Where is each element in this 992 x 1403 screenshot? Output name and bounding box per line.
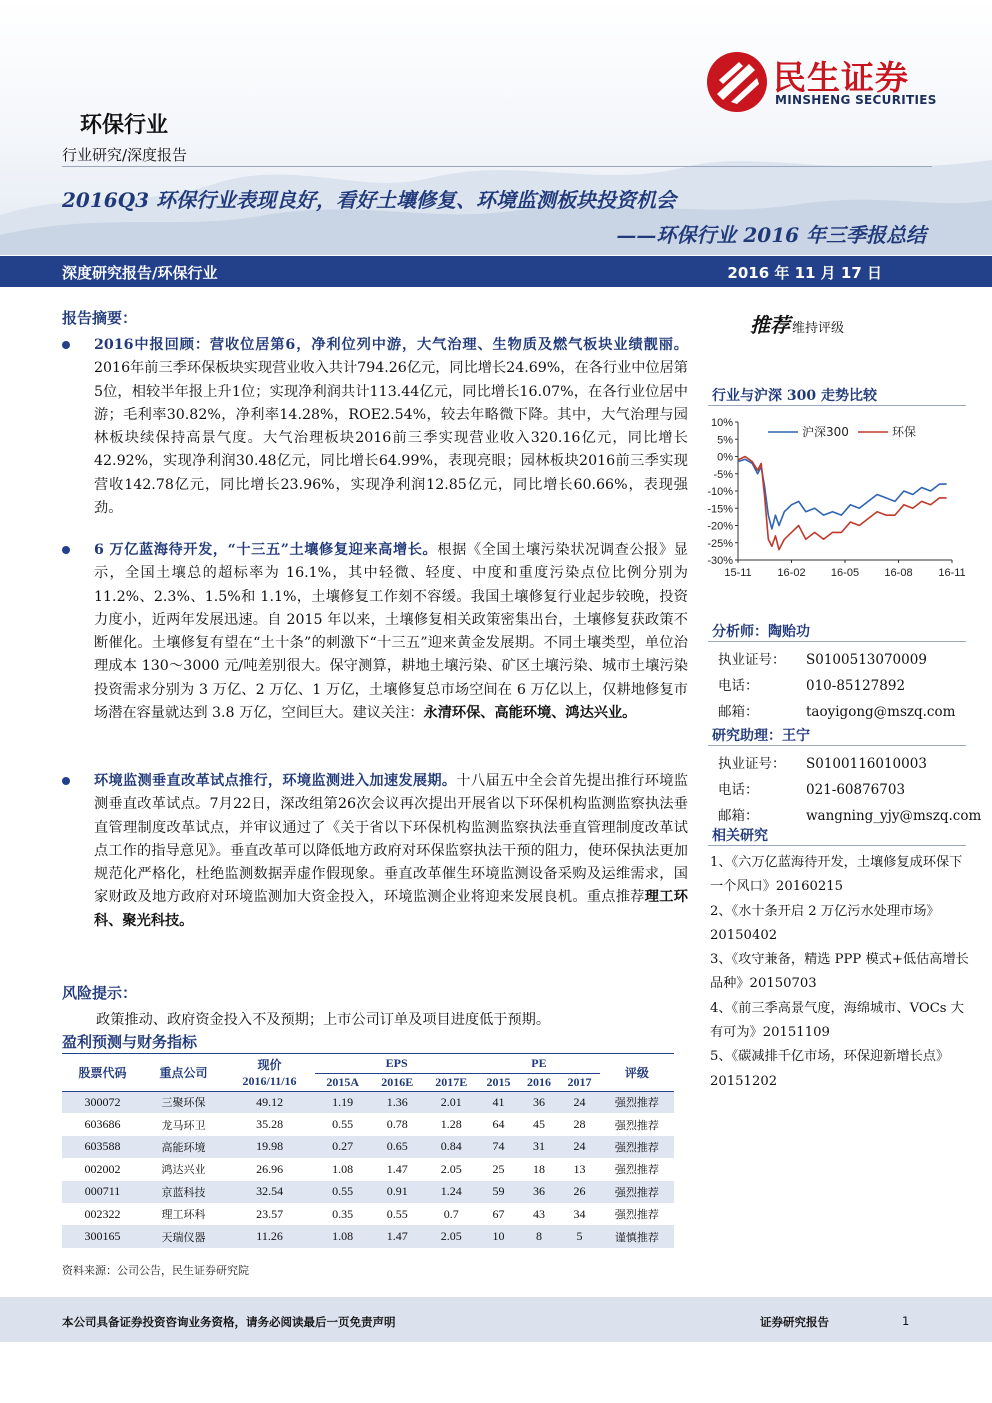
eps-cell: 0.65 (370, 1136, 424, 1158)
summary-bullet-2 (62, 539, 688, 725)
bullet-dot-icon (62, 777, 70, 785)
logo-text-cn: 民生证券 (773, 58, 909, 97)
y-tick-label: -5% (713, 468, 733, 481)
summary-bullet-3 (62, 770, 688, 933)
analyst-email-value[interactable]: taoyigong@mszq.com (806, 704, 956, 720)
eps-cell: 0.84 (424, 1136, 478, 1158)
eps-cell: 1.36 (370, 1091, 424, 1113)
industry-label: 环保行业 (80, 113, 169, 138)
eps-cell: 0.55 (315, 1181, 370, 1203)
analyst-email (718, 700, 955, 720)
x-tick-label: 15-11 (724, 567, 752, 579)
chart-heading: 行业与沪深 300 走势比较 (712, 388, 877, 404)
analyst-phone-label: 电话： (718, 678, 759, 694)
pe-cell: 26 (559, 1181, 599, 1203)
pe-cell: 36 (519, 1181, 559, 1203)
company-name-cell: 高能环境 (143, 1136, 224, 1158)
series-line-hs300 (738, 459, 947, 529)
y-tick-label: 0% (717, 451, 733, 464)
related-list (710, 851, 972, 1094)
analyst-heading: 分析师：陶贻功 (712, 624, 810, 640)
bullet-dot-icon (62, 546, 70, 554)
y-tick-label: -20% (707, 520, 733, 533)
table-top-line (62, 1053, 674, 1054)
trend-chart (706, 408, 968, 586)
pe-cell: 28 (573, 1117, 586, 1132)
y-tick-label: -15% (707, 503, 733, 516)
series-line-huanbao (738, 457, 947, 550)
assistant-line (708, 745, 966, 746)
eps-cell: 1.47 (370, 1225, 424, 1247)
related-item[interactable]: 4、《前三季高景气度，海绵城市、VOCs 大有可为》20151109 (710, 1000, 964, 1041)
summary-heading: 报告摘要： (62, 309, 138, 327)
pe-cell: 24 (559, 1136, 599, 1158)
pe-cell: 13 (573, 1161, 586, 1176)
header-price: 现价 (257, 1057, 282, 1072)
legend-label: 沪深300 (802, 425, 849, 439)
price-cell: 11.26 (224, 1225, 315, 1247)
pe-cell: 67 (492, 1206, 505, 1221)
company-name-cell: 三聚环保 (143, 1091, 224, 1113)
pe-cell: 45 (532, 1117, 545, 1132)
assistant-email (718, 804, 981, 824)
y-tick-label: -30% (707, 555, 733, 567)
header-pe: PE (478, 1055, 599, 1073)
report-type: 行业研究/深度报告 (62, 146, 188, 164)
x-tick-label: 16-08 (884, 567, 913, 579)
bullet-1-body: 2016年前三季环保板块实现营业收入共计794.26亿元，同比增长24.69%，在各行业中位居第5位，相较半年报上升1位；实现净利润共计113.44亿元，同比增长16.07%，在各行业位居中游；毛利率30.82%，净利率14.28%，ROE2.54%，较去年略微下降。其中，大气治理与园林板块续保持高景气度。大气治理板块2016前三季实现营业收入320.16亿元，同比增长42.92%，实现净利润30.48亿元，同比增长64.99%，表现亮眼；园林板块2016前三季实现营收142.78亿元，同比增长23.96%，实现净利润12.85亿元，同比增长60.66%，表现强劲。 (94, 360, 688, 517)
company-name-cell: 天瑞仪器 (143, 1225, 224, 1247)
eps-cell: 0.7 (443, 1206, 459, 1221)
category-label: 深度研究报告/环保行业 (62, 264, 218, 282)
analyst-phone-value: 010-85127892 (806, 678, 906, 694)
analyst-license-label: 执业证号： (718, 652, 786, 668)
legend-label: 环保 (892, 425, 917, 439)
pe-cell: 8 (519, 1225, 559, 1247)
eps-cell: 0.78 (386, 1117, 408, 1132)
related-item[interactable]: 2、《水十条开启 2 万亿污水处理市场》20150402 (710, 903, 940, 943)
assistant-email-value[interactable]: wangning_yjy@mszq.com (806, 808, 982, 824)
rating-block (750, 309, 844, 338)
table-row (62, 1203, 674, 1225)
related-item[interactable]: 1、《六万亿蓝海待开发，土壤修复成环保下一个风口》20160215 (710, 855, 963, 895)
page-number: 1 (902, 1314, 910, 1328)
y-tick-label: 10% (710, 417, 733, 429)
price-cell: 35.28 (256, 1117, 284, 1132)
table-row (62, 1136, 674, 1158)
footer-disclaimer: 本公司具备证券投资咨询业务资格，请务必阅读最后一页免责声明 (62, 1315, 396, 1329)
table-source: 资料来源：公司公告，民生证券研究院 (62, 1264, 249, 1277)
analyst-line (708, 641, 966, 642)
rating-cell: 强烈推荐 (614, 1208, 659, 1222)
assistant-phone-label: 电话： (718, 782, 759, 798)
company-name-cell: 鸿达兴业 (161, 1163, 206, 1177)
header-eps-year: 2015A (326, 1074, 360, 1089)
header-code: 股票代码 (78, 1066, 127, 1081)
table-row (62, 1181, 674, 1203)
assistant-heading: 研究助理：王宁 (712, 728, 810, 744)
table-title: 盈利预测与财务指标 (62, 1033, 198, 1051)
analyst-license-value: S0100513070009 (806, 652, 927, 668)
assistant-license-value: S0100116010003 (806, 756, 927, 772)
rating-cell: 强烈推荐 (614, 1118, 659, 1132)
analyst-license (718, 648, 927, 668)
brand-logo (705, 50, 945, 120)
related-item[interactable]: 5、《碳减排千亿市场，环保迎新增长点》20151202 (710, 1049, 950, 1089)
bullet-3-head: 环境监测垂直改革试点推行，环境监测进入加速发展期。 (94, 773, 457, 789)
eps-cell: 0.27 (315, 1136, 370, 1158)
stock-code-cell: 002002 (84, 1161, 121, 1176)
pe-cell: 10 (478, 1225, 518, 1247)
assistant-email-label: 邮箱： (718, 808, 759, 824)
bullet-2-text (94, 539, 688, 725)
rating-main: 推荐 (750, 313, 790, 337)
bullet-1-text (94, 334, 688, 520)
eps-cell: 0.91 (370, 1181, 424, 1203)
pe-cell: 59 (478, 1181, 518, 1203)
pe-cell: 25 (492, 1161, 505, 1176)
pe-cell: 31 (519, 1136, 559, 1158)
analyst-email-label: 邮箱： (718, 704, 759, 720)
chart-series (738, 457, 947, 550)
minsheng-logo-icon (705, 50, 769, 114)
related-line (708, 845, 966, 846)
bullet-2-head: 6 万亿蓝海待开发，“十三五”土壤修复迎来高增长。 (94, 542, 438, 558)
table-row (62, 1158, 674, 1180)
pe-cell: 74 (478, 1136, 518, 1158)
x-tick-label: 16-05 (830, 567, 860, 579)
category-band (0, 256, 992, 287)
pe-cell: 36 (519, 1091, 559, 1113)
assistant-license-label: 执业证号： (718, 756, 786, 772)
header-eps: EPS (315, 1055, 478, 1073)
table-row (62, 1113, 674, 1135)
stock-code-cell: 300165 (62, 1225, 143, 1247)
assistant-phone (718, 778, 905, 798)
bullet-3-text (94, 770, 688, 933)
pe-cell: 34 (573, 1206, 586, 1221)
stock-code-cell: 300072 (62, 1091, 143, 1113)
rating-cell: 谨慎推荐 (600, 1225, 674, 1247)
price-cell: 19.98 (224, 1136, 315, 1158)
header-price-date: 2016/11/16 (242, 1074, 297, 1089)
assistant-license (718, 752, 927, 772)
pe-cell: 24 (559, 1091, 599, 1113)
footer-report-label: 证券研究报告 (760, 1315, 829, 1329)
financial-table (62, 1055, 674, 1248)
bullet-dot-icon (62, 341, 70, 349)
chart-legend (768, 424, 916, 439)
pe-cell: 5 (559, 1225, 599, 1247)
eps-cell: 1.08 (332, 1161, 354, 1176)
stock-code-cell: 000711 (62, 1181, 143, 1203)
summary-bullet-1 (62, 334, 688, 520)
report-date: 2016 年 11 月 17 日 (727, 264, 882, 282)
rating-cell: 强烈推荐 (600, 1181, 674, 1203)
related-heading: 相关研究 (712, 828, 768, 844)
report-title: 2016Q3 环保行业表现良好，看好土壤修复、环境监测板块投资机会 (62, 188, 676, 212)
header-pe-year: 2015 (486, 1074, 511, 1089)
header-rating: 评级 (624, 1066, 649, 1081)
logo-text-en: MINSHENG SECURITIES (775, 93, 937, 107)
report-subtitle: ——环保行业 2016 年三季报总结 (616, 223, 926, 247)
related-item[interactable]: 3、《攻守兼备，精选 PPP 模式+低估高增长品种》20150703 (710, 952, 969, 992)
pe-cell: 18 (532, 1161, 545, 1176)
risk-heading: 风险提示： (62, 984, 138, 1002)
rating-cell: 强烈推荐 (614, 1163, 659, 1177)
price-cell: 32.54 (224, 1181, 315, 1203)
eps-cell: 0.35 (332, 1206, 354, 1221)
table-row (62, 1091, 674, 1113)
eps-cell: 1.19 (315, 1091, 370, 1113)
header-company: 重点公司 (159, 1066, 208, 1081)
price-cell: 26.96 (256, 1161, 284, 1176)
header-pe-year: 2017 (567, 1074, 592, 1089)
y-tick-label: 5% (717, 434, 733, 447)
eps-cell: 2.05 (440, 1161, 462, 1176)
y-tick-label: -25% (707, 537, 733, 550)
eps-cell: 2.05 (424, 1225, 478, 1247)
company-name-cell: 龙马环卫 (161, 1118, 206, 1132)
pe-cell: 41 (478, 1091, 518, 1113)
rating-cell: 强烈推荐 (600, 1091, 674, 1113)
eps-cell: 2.01 (424, 1091, 478, 1113)
eps-cell: 0.55 (332, 1117, 354, 1132)
stock-code-cell: 002322 (84, 1206, 121, 1221)
company-name-cell: 京蓝科技 (143, 1181, 224, 1203)
header-eps-year: 2017E (435, 1074, 468, 1089)
table-row (62, 1225, 674, 1247)
price-cell: 49.12 (224, 1091, 315, 1113)
eps-cell: 0.55 (386, 1206, 408, 1221)
stock-code-cell: 603686 (84, 1117, 121, 1132)
stock-code-cell: 603588 (62, 1136, 143, 1158)
eps-cell: 1.28 (440, 1117, 462, 1132)
bullet-1-head: 2016中报回顾：营收位居第6，净利位列中游，大气治理、生物质及燃气板块业绩靓丽。 (94, 337, 688, 353)
rating-cell: 强烈推荐 (600, 1136, 674, 1158)
assistant-phone-value: 021-60876703 (806, 782, 906, 798)
pe-cell: 43 (532, 1206, 545, 1221)
x-tick-label: 16-11 (938, 567, 966, 579)
bullet-2-body: 根据《全国土壤污染状况调查公报》显示，全国土壤总的超标率为 16.1%，其中轻微、轻度、中度和重度污染点位比例分别为 11.2%、2.3%、1.5%和 1.1%，土壤修复工作刻不容缓。我国土壤修复行业起步较晚，投资力度小，近两年发展迅速。自 2015 年以来，土壤修复相关政策密集出台，土壤修复获政策不断催化。土壤修复有望在“土十条”的刺激下“十三五”迎来黄金发展期。不同土壤类型，单位治理成本 130～3000 元/吨差别很大。保守测算，耕地土壤污染、矿区土壤污染、城市土壤污染投资需求分别为 3 万亿、2 万亿、1 万亿，土壤修复总市场空间在 6 万亿以上，仅耕地修复市场潜在容量就达到 3.8 万亿，空间巨大。建议关注： (94, 542, 688, 722)
analyst-phone (718, 674, 905, 694)
header-divider (62, 166, 932, 167)
y-tick-label: -10% (707, 486, 733, 498)
header-eps-year: 2016E (381, 1074, 414, 1089)
bullet-2-recommend: 永清环保、高能环境、鸿达兴业。 (423, 705, 637, 722)
eps-cell: 1.47 (386, 1161, 408, 1176)
company-name-cell: 理工环科 (161, 1208, 206, 1222)
header-pe-year: 2016 (526, 1074, 551, 1089)
chart-axes (707, 417, 965, 579)
price-cell: 23.57 (256, 1206, 284, 1221)
x-tick-label: 16-02 (777, 567, 806, 579)
bullet-3-recommend: 理工环科、聚光科技。 (94, 889, 688, 929)
rating-sub: 维持评级 (792, 321, 845, 336)
pe-cell: 64 (492, 1117, 505, 1132)
eps-cell: 1.24 (424, 1181, 478, 1203)
risk-text: 政策推动、政府资金投入不及预期；上市公司订单及项目进度低于预期。 (96, 1012, 551, 1028)
eps-cell: 1.08 (315, 1225, 370, 1247)
chart-heading-line (708, 405, 966, 406)
bullet-3-body: 十八届五中全会首先提出推行环境监测垂直改革试点。7月22日，深改组第26次会议再次提出开展省以下环保机构监测监察执法垂直管理制度改革试点，并审议通过了《关于省以下环保机构监测监察执法垂直管理制度改革试点工作的指导意见》。垂直改革可以降低地方政府对环保监察执法干预的阻力，使环保执法更加规范化严格化，杜绝监测数据弄虚作假现象。垂直改革催生环境监测设备采购及运维需求，国家财政及地方政府对环境监测加大资金投入，环境监测企业将迎来发展良机。重点推荐 (94, 773, 688, 906)
